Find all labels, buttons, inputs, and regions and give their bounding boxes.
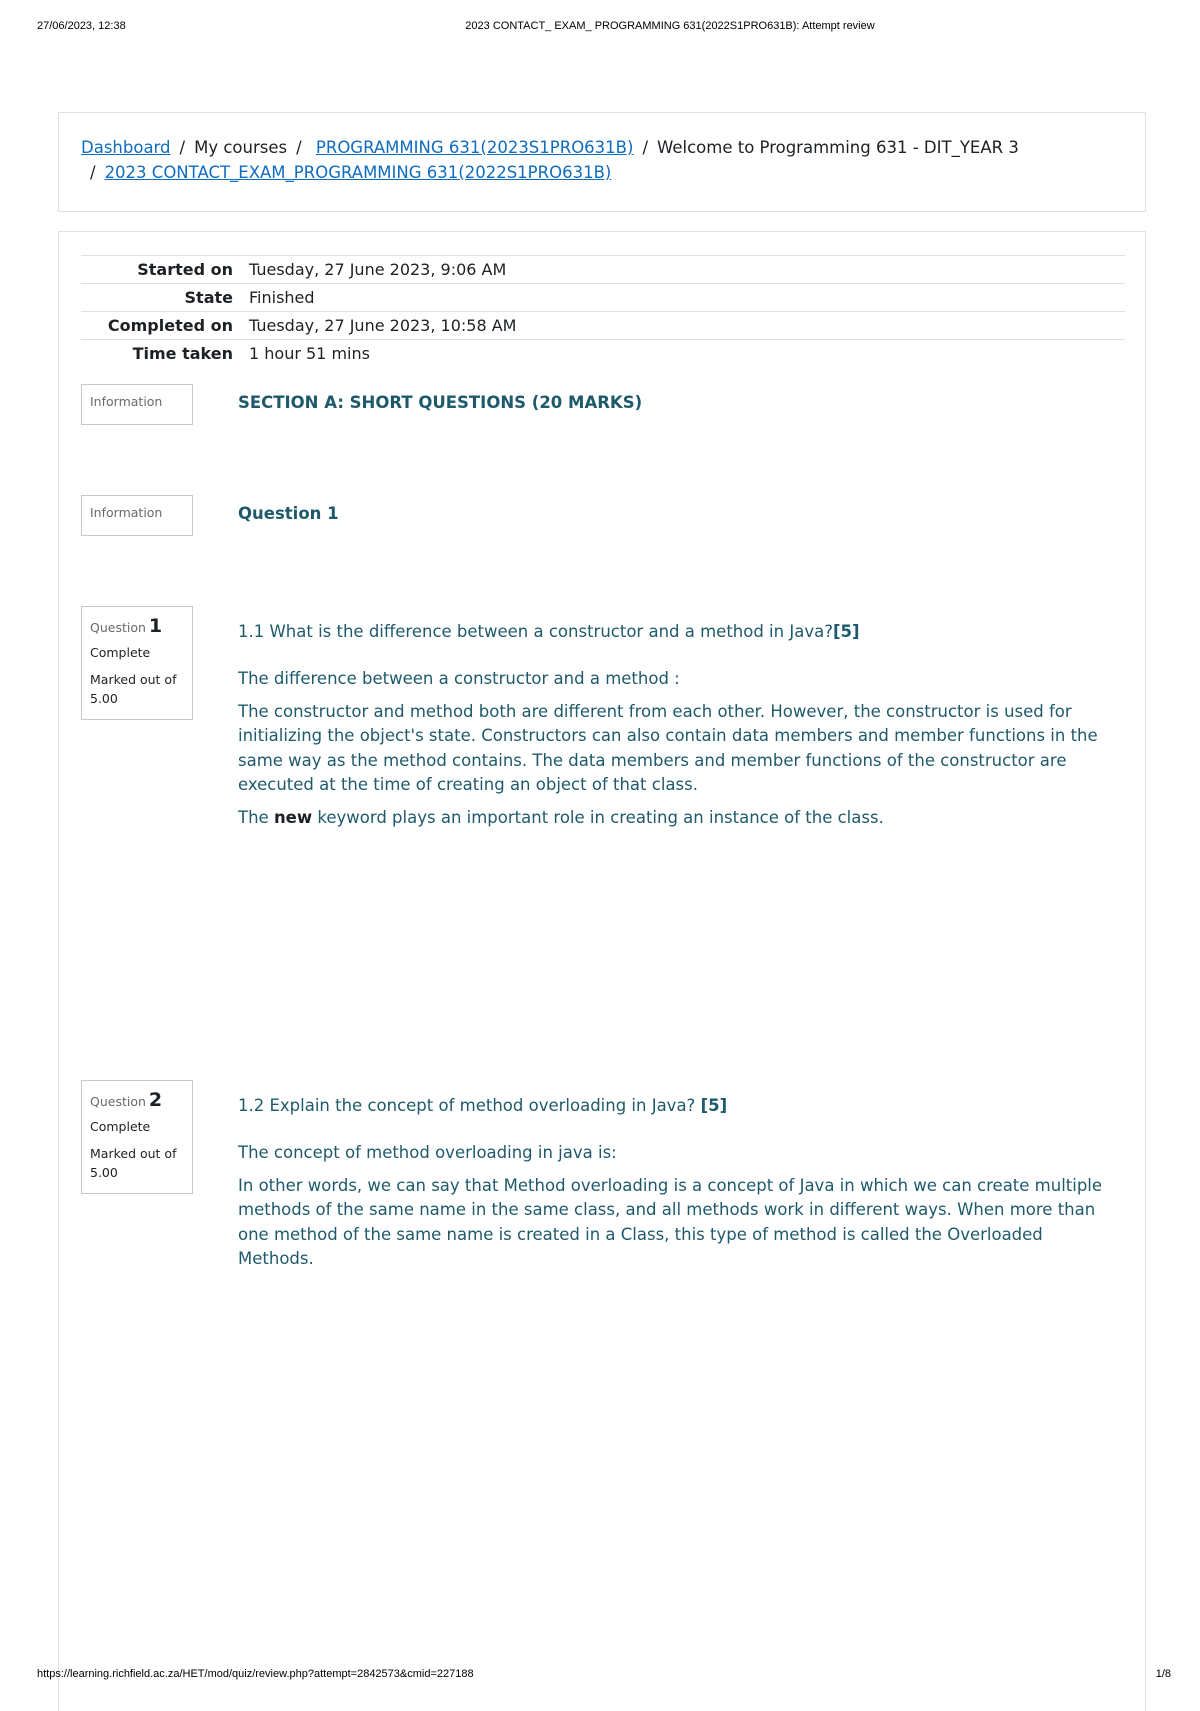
question-number: 1 (148, 615, 163, 637)
answer-body: The constructor and method both are different from each other. However, the constructor is used for initializing the object's state. Constructors can also contain data members and member functions in the same way as the method contains. The data members and member functions of the constructor are executed at the time of creating an object of that class. (238, 701, 1098, 794)
summary-row-time-taken (81, 339, 1125, 367)
question-state: Complete (90, 1119, 151, 1134)
print-datetime: 27/06/2023, 12:38 (37, 20, 126, 32)
answer-intro: The difference between a constructor and a method : (238, 669, 680, 688)
question-prompt (238, 1096, 1108, 1115)
question-state: Complete (90, 645, 151, 660)
section-title: SECTION A: SHORT QUESTIONS (20 MARKS) (238, 393, 643, 412)
breadcrumb-separator: / (642, 138, 648, 157)
answer-body: In other words, we can say that Method overloading is a concept of Java in which we can create multiple methods of the same name in the same class, and all methods work in different ways. When more than one method of the same name is created in a Class, this type of method is called the Overloaded Methods. (238, 1175, 1103, 1268)
summary-label: Time taken (132, 344, 233, 363)
summary-value: Tuesday, 27 June 2023, 10:58 AM (249, 316, 517, 335)
question-marks: Marked out of 5.00 (90, 672, 177, 706)
section-heading (238, 393, 1108, 412)
question-2-content (238, 1096, 1108, 1280)
summary-value: Finished (249, 288, 315, 307)
question-prompt-marks: [5] (700, 1096, 728, 1115)
summary-label: Completed on (107, 316, 233, 335)
summary-value: 1 hour 51 mins (249, 344, 370, 363)
summary-row-started (81, 255, 1125, 283)
question-2-info (81, 1080, 193, 1194)
breadcrumb (58, 112, 1146, 212)
summary-row-state (81, 283, 1125, 311)
question-label: Question (90, 1094, 146, 1109)
attempt-summary-table (81, 255, 1125, 367)
breadcrumb-section: Welcome to Programming 631 - DIT_YEAR 3 (657, 138, 1019, 157)
quiz-review-region (58, 231, 1146, 1711)
print-title: 2023 CONTACT_ EXAM_ PROGRAMMING 631(2022S1PRO631B): Attempt review (465, 20, 875, 32)
print-header (0, 20, 1200, 36)
info-badge (81, 384, 193, 425)
question-prompt-marks: [5] (832, 622, 860, 641)
breadcrumb-my-courses: My courses (194, 138, 288, 157)
summary-label: State (184, 288, 233, 307)
breadcrumb-separator: / (296, 138, 302, 157)
question-group-title: Question 1 (238, 504, 339, 523)
question-prompt-text: 1.2 Explain the concept of method overloading in Java? (238, 1096, 701, 1115)
breadcrumb-quiz-link[interactable]: 2023 CONTACT_EXAM_PROGRAMMING 631(2022S1PRO631B) (104, 163, 612, 182)
question-group-heading (238, 504, 1108, 523)
question-prompt-text: 1.1 What is the difference between a constructor and a method in Java? (238, 622, 833, 641)
question-marks: Marked out of 5.00 (90, 1146, 177, 1180)
breadcrumb-line-1 (81, 138, 1019, 157)
answer-tail-post: keyword plays an important role in creating an instance of the class. (312, 807, 884, 827)
question-prompt (238, 622, 1108, 641)
summary-value: Tuesday, 27 June 2023, 9:06 AM (249, 260, 507, 279)
print-footer (0, 1668, 1200, 1684)
answer-keyword: new (273, 807, 313, 827)
info-badge-label: Information (90, 505, 163, 520)
question-label: Question (90, 620, 146, 635)
print-url: https://learning.richfield.ac.za/HET/mod/quiz/review.php?attempt=2842573&cmid=227188 (37, 1668, 474, 1680)
info-badge-label: Information (90, 394, 163, 409)
breadcrumb-line-2 (81, 163, 611, 182)
answer-intro: The concept of method overloading in java is: (238, 1143, 617, 1162)
breadcrumb-course-link[interactable]: PROGRAMMING 631(2023S1PRO631B) (315, 138, 634, 157)
breadcrumb-dashboard-link[interactable]: Dashboard (81, 138, 171, 157)
print-page-number: 1/8 (1155, 1668, 1171, 1680)
answer-tail-pre: The (238, 807, 274, 827)
answer-tail (238, 806, 1108, 831)
breadcrumb-separator: / (90, 163, 96, 182)
question-number: 2 (148, 1089, 163, 1111)
summary-label: Started on (137, 260, 233, 279)
breadcrumb-separator: / (179, 138, 186, 157)
info-badge (81, 495, 193, 536)
summary-row-completed (81, 311, 1125, 339)
question-1-info (81, 606, 193, 720)
question-1-content (238, 622, 1108, 838)
